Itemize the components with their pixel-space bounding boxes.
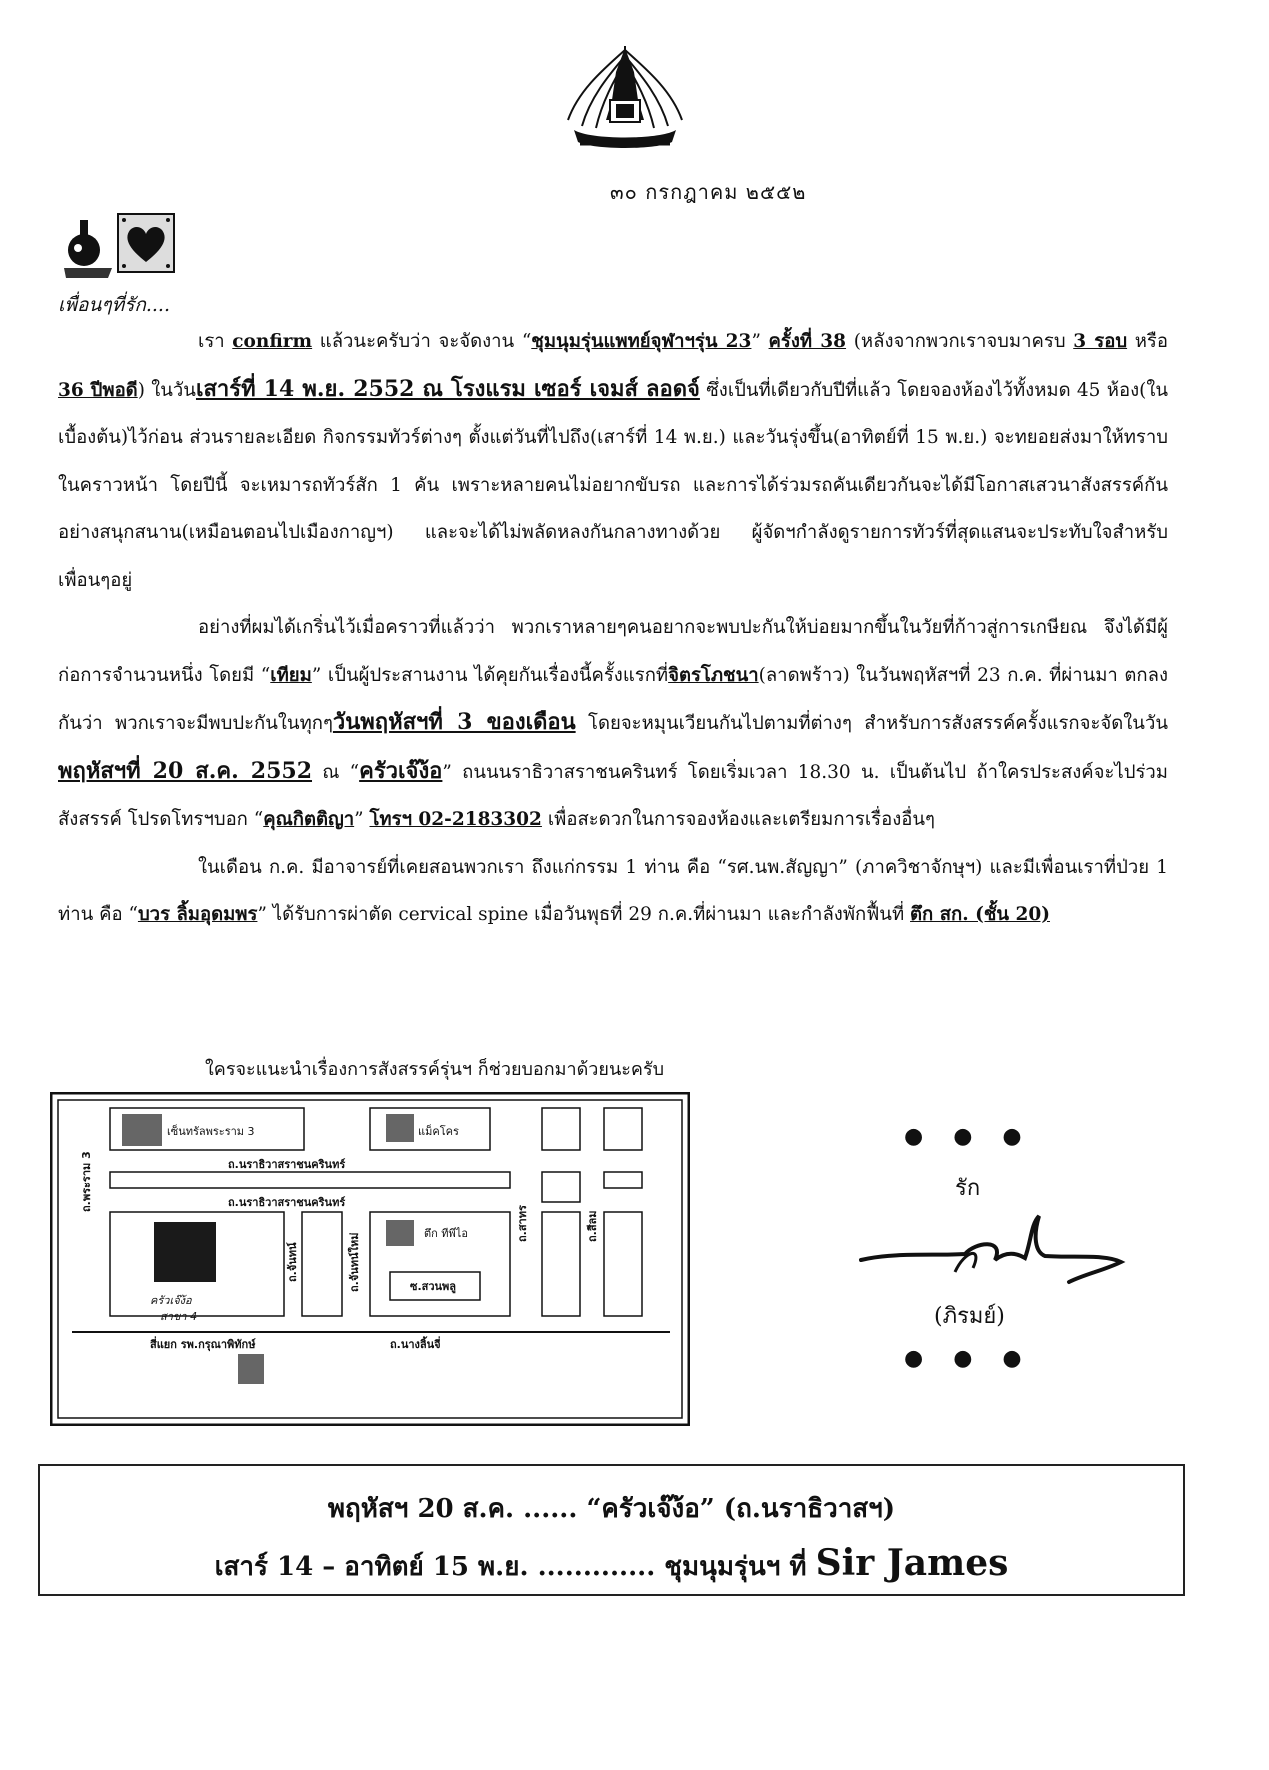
- map-label-central: เซ็นทรัลพระราม 3: [167, 1125, 255, 1138]
- greeting: เพื่อนๆที่รัก....: [58, 294, 171, 316]
- location-map: [50, 1092, 690, 1426]
- map-label-rama3: ถ.พระราม 3: [80, 1151, 93, 1212]
- venue-name: Sir James: [815, 1542, 1009, 1584]
- map-label-tower: ตึก ทีพีไอ: [424, 1227, 468, 1240]
- map-label-chan-a: ถ.จันทน์: [286, 1242, 299, 1282]
- map-label-makro: แม็คโคร: [418, 1125, 459, 1138]
- bottle-icon: [68, 234, 100, 266]
- decorative-dots-top: ●●●: [904, 1124, 1052, 1149]
- signature: [855, 1212, 1135, 1302]
- paragraph-3: ในเดือน ก.ค. มีอาจารย์ที่เคยสอนพวกเรา ถึงแก่กรรม 1 ท่าน คือ “รศ.นพ.สัญญา” (ภาควิชาจักษุฯ) และมีเพื่อนเราที่ป่วย 1 ท่าน คือ “บวร ลิ้มอุดมพร” ได้รับการผ่าตัด cervical spine เมื่อวันพุธที่ 29 ก.ค.ที่ผ่านมา และกำลังพักฟื้นที่ ตึก สก. (ชั้น 20): [58, 856, 1168, 925]
- letter-date: ๓๐ กรกฎาคม ๒๕๕๒: [610, 180, 807, 204]
- university-emblem: [560, 42, 690, 160]
- sender-name: (ภิรมย์): [934, 1304, 1005, 1329]
- summary-box: [38, 1464, 1185, 1596]
- map-label-silom: ถ.สีลม: [586, 1210, 599, 1242]
- summary-line-2: เสาร์ 14 – อาทิตย์ 15 พ.ย. ............. ชุมนุมรุ่นฯ ที่ Sir James: [214, 1542, 1009, 1584]
- closing-love: รัก: [955, 1176, 981, 1201]
- letter-body: [58, 318, 1168, 939]
- map-label-junction: สี่แยก รพ.กรุณาพิทักษ์: [150, 1338, 256, 1351]
- summary-line-1: พฤหัสฯ 20 ส.ค. ...... “ครัวเจ๊ง้อ” (ถ.นราธิวาสฯ): [327, 1494, 896, 1524]
- map-label-sathorn: ถ.สาทร: [516, 1205, 529, 1242]
- map-label-restaurant: ครัวเจ๊ง้อ: [150, 1294, 192, 1307]
- map-label-chan-b: ถ.จันทน์ใหม่: [348, 1232, 361, 1292]
- map-label-nangling: ถ.นางลิ้นจี่: [390, 1338, 441, 1351]
- map-label-soi: ซ.สวนพลู: [410, 1280, 457, 1293]
- decorative-dots-bottom: ●●●: [904, 1346, 1052, 1371]
- map-label-road1: ถ.นราธิวาสราชนครินทร์: [228, 1158, 346, 1171]
- paragraph-2: อย่างที่ผมได้เกริ่นไว้เมื่อคราวที่แล้วว่า พวกเราหลายๆคนอยากจะพบปะกันให้บ่อยมากขึ้นในวัยที่ก้าวสู่การเกษียณ จึงได้มีผู้ก่อการจำนวนหนึ่ง โดยมี “เทียม” เป็นผู้ประสานงาน ได้คุยกันเรื่องนี้ครั้งแรกที่จิตรโภชนา(ลาดพร้าว) ในวันพฤหัสฯที่ 23 ก.ค. ที่ผ่านมา ตกลงกันว่า พวกเราจะมีพบปะกันในทุกๆวันพฤหัสฯที่ 3 ของเดือน โดยจะหมุนเวียนกันไปตามที่ต่างๆ สำหรับการสังสรรค์ครั้งแรกจะจัดในวันพฤหัสฯที่ 20 ส.ค. 2552 ณ “ครัวเจ๊ง้อ” ถนนนราธิวาสราชนครินทร์ โดยเริ่มเวลา 18.30 น. เป็นต้นไป ถ้าใครประสงค์จะไปร่วมสังสรรค์ โปรดโทรฯบอก “คุณกิตติญา” โทรฯ 02-2183302 เพื่อสะดวกในการจองห้องและเตรียมการเรื่องอื่นๆ: [58, 617, 1169, 830]
- clipart-image: [58, 208, 178, 286]
- map-label-branch: สาขา 4: [160, 1310, 198, 1323]
- suggestion-line: ใครจะแนะนำเรื่องการสังสรรค์รุ่นฯ ก็ช่วยบอกมาด้วยนะครับ: [205, 1059, 665, 1080]
- map-label-road2: ถ.นราธิวาสราชนครินทร์: [228, 1196, 346, 1209]
- paragraph-1: เรา confirm แล้วนะครับว่า จะจัดงาน “ชุมนุมรุ่นแพทย์จุฬาฯรุ่น 23” ครั้งที่ 38 (หลังจากพวกเราจบมาครบ 3 รอบ หรือ 36 ปีพอดี) ในวันเสาร์ที่ 14 พ.ย. 2552 ณ โรงแรม เซอร์ เจมส์ ลอดจ์ ซึ่งเป็นที่เดียวกับปีที่แล้ว โดยจองห้องไว้ทั้งหมด 45 ห้อง(ในเบื้องต้น)ไว้ก่อน ส่วนรายละเอียด กิจกรรมทัวร์ต่างๆ ตั้งแต่วันที่ไปถึง(เสาร์ที่ 14 พ.ย.) และวันรุ่งขึ้น(อาทิตย์ที่ 15 พ.ย.) จะทยอยส่งมาให้ทราบในคราวหน้า โดยปีนี้ จะเหมารถทัวร์สัก 1 คัน เพราะหลายคนไม่อยากขับรถ และการได้ร่วมรถคันเดียวกันจะได้มีโอกาสเสวนาสังสรรค์กันอย่างสนุกสนาน(เหมือนตอนไปเมืองกาญฯ) และจะได้ไม่พลัดหลงกันกลางทางด้วย ผู้จัดฯกำลังดูรายการทัวร์ที่สุดแสนจะประทับใจสำหรับเพื่อนๆอยู่: [58, 331, 1169, 591]
